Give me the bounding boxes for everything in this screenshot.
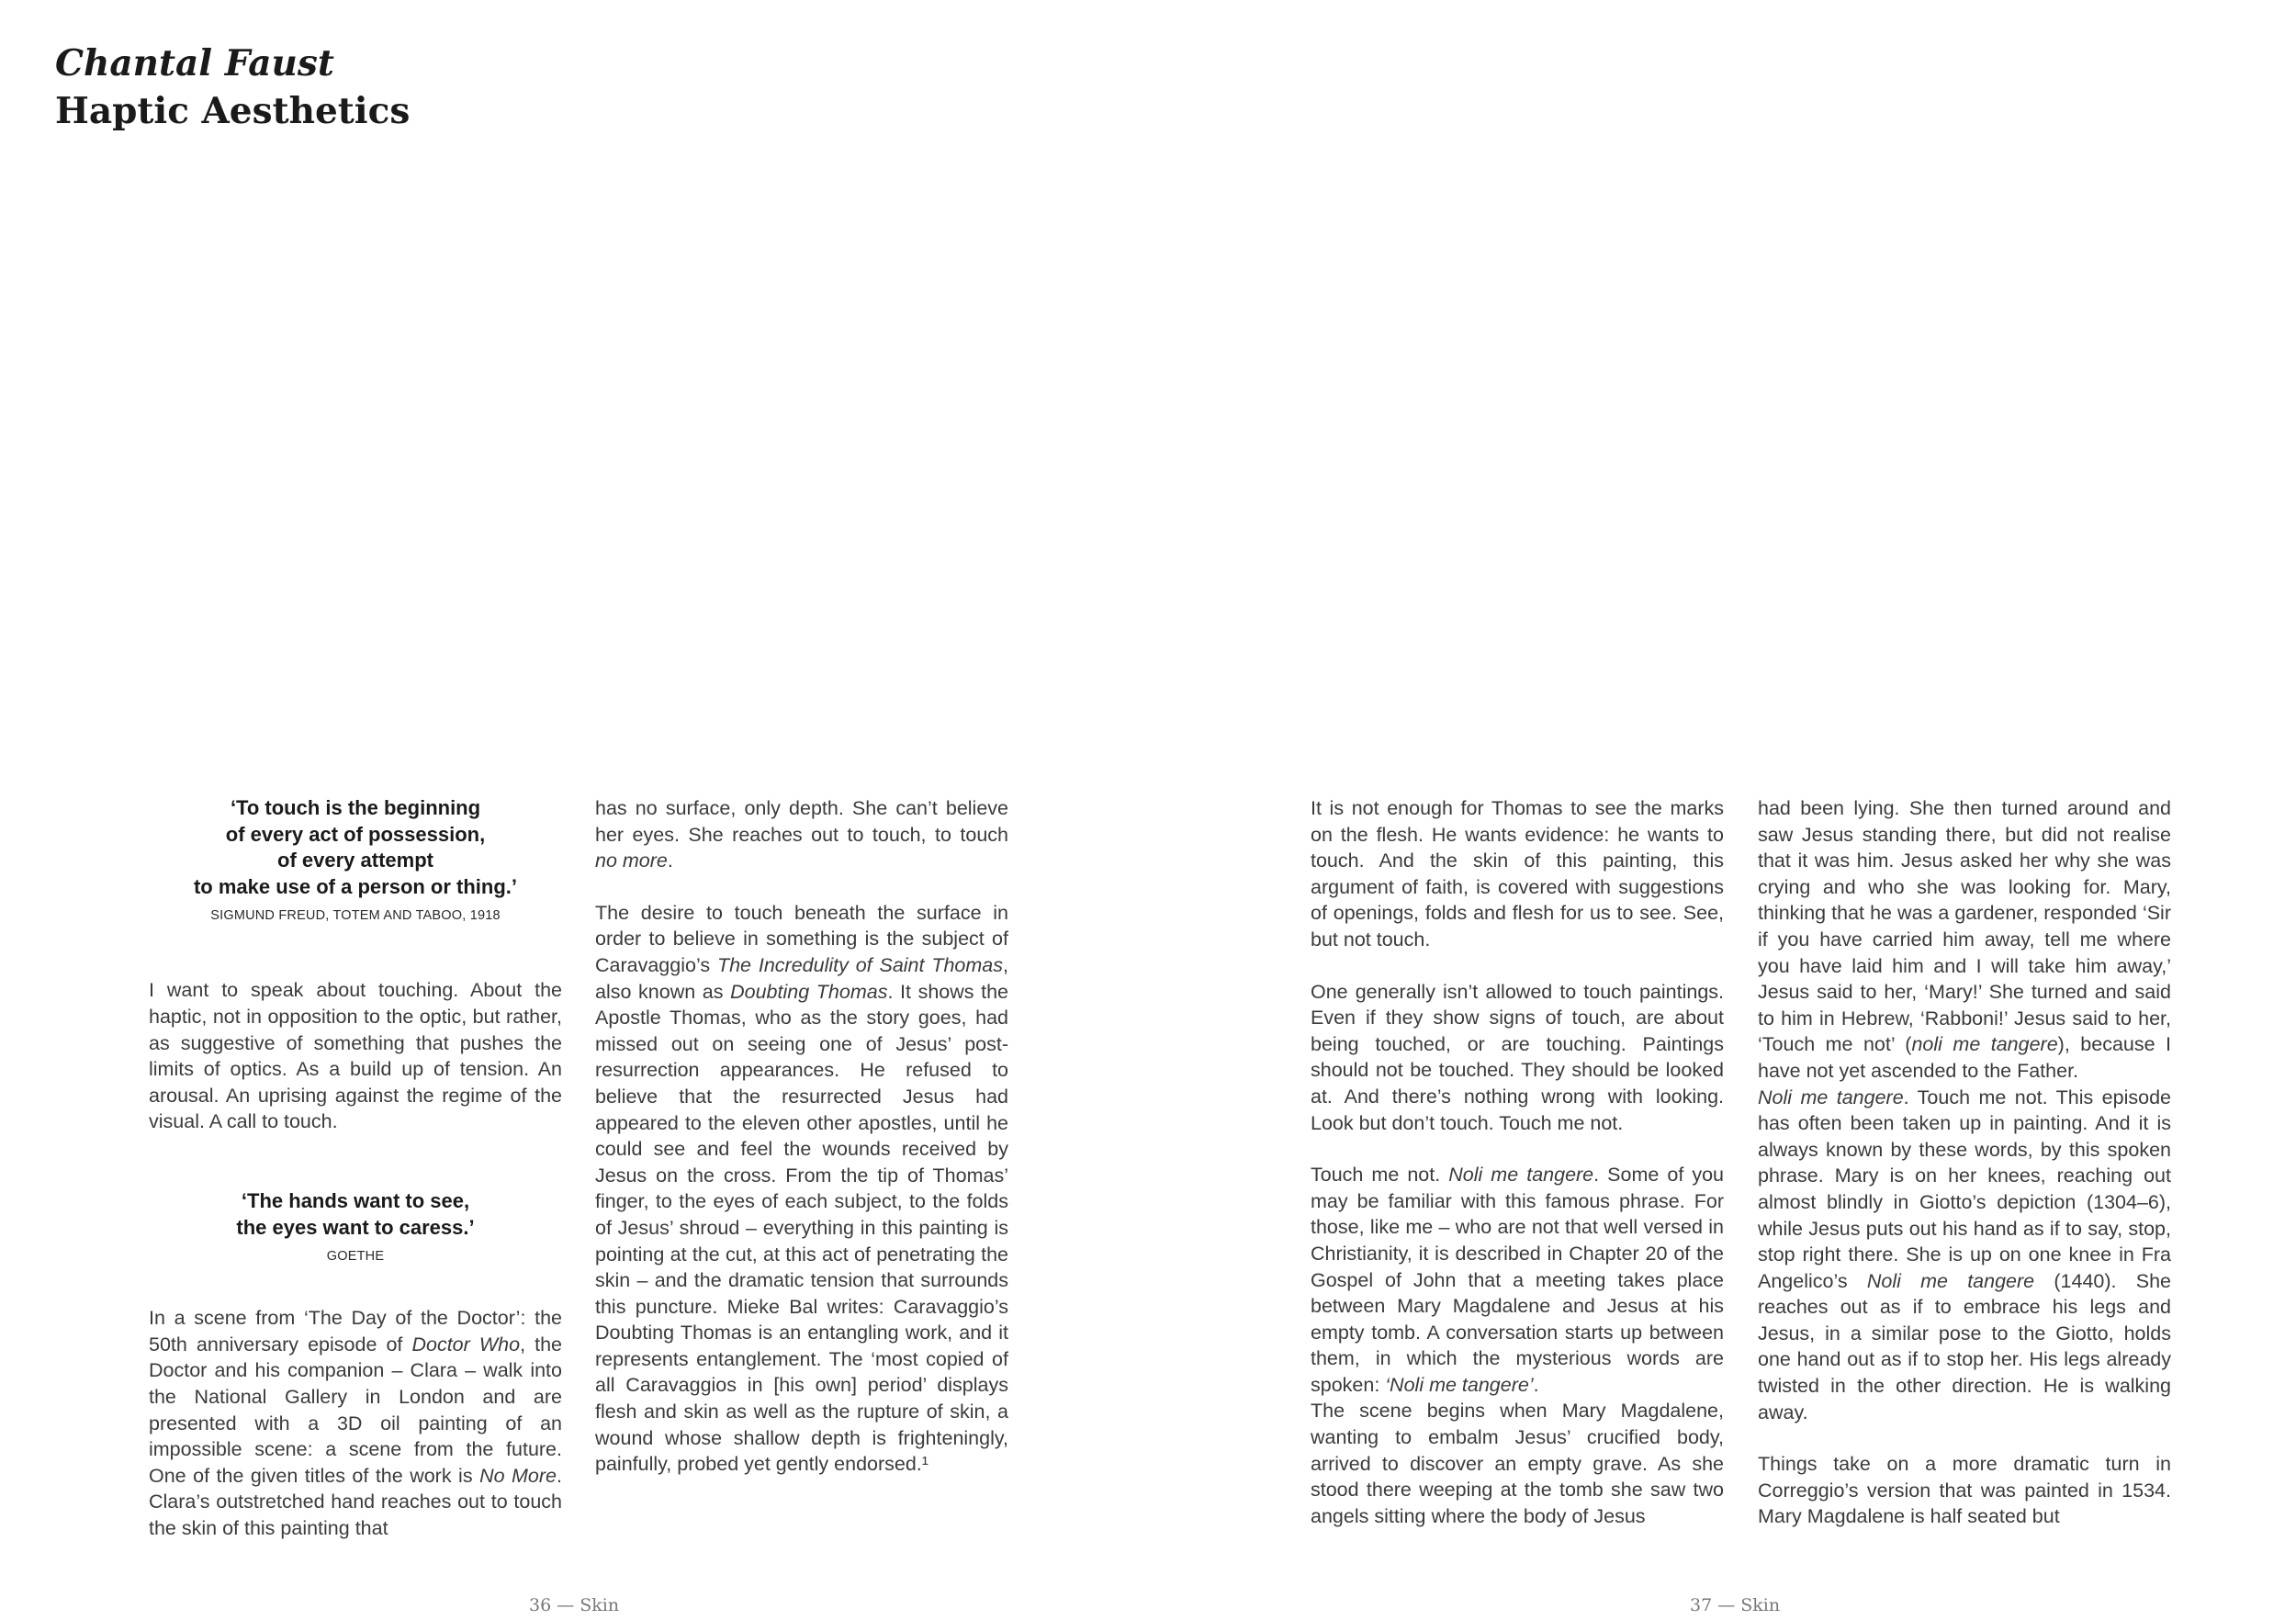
page-number-right: 37 — Skin (1690, 1595, 1781, 1615)
paragraph: One generally isn’t allowed to touch paintings. Even if they show signs of touch, are about being touched, or are touching. Paintings should not be touched. They should be looked at. And there’s nothing wrong with looking. Look but don’t touch. Touch me not. (1311, 980, 1724, 1134)
paragraph: The desire to touch beneath the surface in order to believe in something is the subject of Caravaggio’s The Incredulity of Saint Thomas, also known as Doubting Thomas. It shows the Apostle Thomas, who as the story goes, had missed out on seeing one of Jesus’ post-resurrection appearances. He refused to believe that the resurrected Jesus had appeared to the eleven other apostles, until he could see and feel the wounds received by Jesus on the cross. From the tip of Thomas’ finger, to the eyes of each subject, to the folds of Jesus’ shroud – everything in this painting is pointing at the cut, at this act of penetrating the skin – and the dramatic tension that surrounds this puncture. Mieke Bal writes: Caravaggio’s Doubting Thomas is an entangling work, and it represents entanglement. The ‘most copied of all Caravaggios in [his own] period’ displays flesh and skin as well as the rupture of skin, a wound whose shallow depth is frighteningly, painfully, probed yet gently endorsed.¹ (595, 901, 1009, 1476)
author-name: Chantal Faust (55, 42, 334, 84)
paragraph: had been lying. She then turned around and saw Jesus standing there, but did not realise that it was him. Jesus asked her why she was crying and who she was looking for. Mary, thinking that he was a gardener, responded ‘Sir if you have carried him away, tell me where you have laid him and I will take him away,’ Jesus said to her, ‘Mary!’ She turned and said to him in Hebrew, ‘Rabboni!’ Jesus said to her, ‘Touch me not’ (noli me tangere), because I have not yet ascended to the Father. (1758, 797, 2172, 1082)
epigraph-freud (149, 795, 562, 924)
epigraph-quote: ‘The hands want to see, the eyes want to caress.’ (236, 1188, 475, 1239)
paragraph: It is not enough for Thomas to see the marks on the flesh. He wants evidence: he wants to touch. And the skin of this painting, this argument of faith, is covered with suggestions of openings, folds and flesh for us to see. See, but not touch. (1311, 797, 1724, 951)
epigraph-quote: ‘To touch is the beginning of every act of possession, of every attempt to make use of a person or thing.’ (193, 796, 518, 898)
column-2 (595, 795, 1008, 1478)
paragraph: In a scene from ‘The Day of the Doctor’: the 50th anniversary episode of Doctor Who, the Doctor and his companion – Clara – walk into the National Gallery in London and are presented with a 3D oil painting of an impossible scene: a scene from the future. One of the given titles of the work is No More. Clara’s outstretched hand reaches out to touch the skin of this painting that (149, 1307, 562, 1539)
paragraph: I want to speak about touching. About the haptic, not in opposition to the optic, but rather, as suggestive of something that pushes the limits of optics. As a build up of tension. An arousal. An uprising against the regime of the visual. A call to touch. (149, 979, 562, 1133)
article-title: Haptic Aesthetics (55, 90, 411, 132)
epigraph-source: SIGMUND FREUD, TOTEM AND TABOO, 1918 (210, 908, 501, 924)
epigraph-source: GOETHE (326, 1249, 385, 1265)
paragraph: Noli me tangere. Touch me not. This episode has often been taken up in painting. And it is always known by these words, by this spoken phrase. Mary is on her knees, reaching out almost blindly in Giotto’s depiction (1304–6), while Jesus puts out his hand as if to say, stop, stop right there. She is up on one knee in Fra Angelico’s Noli me tangere (1440). She reaches out as if to embrace his legs and Jesus, in a similar pose to the Giotto, holds one hand out as if to stop her. His legs already twisted in the other direction. He is walking away. (1758, 1086, 2171, 1423)
paragraph: has no surface, only depth. She can’t believe her eyes. She reaches out to touch, to touch no more. (595, 797, 1008, 872)
column-1 (149, 795, 562, 1541)
page-number-left: 36 — Skin (529, 1595, 620, 1615)
paragraph: Things take on a more dramatic turn in Correggio’s version that was painted in 1534. Mary Magdalene is half seated but (1758, 1453, 2171, 1528)
epigraph-goethe (149, 1188, 562, 1265)
paragraph: The scene begins when Mary Magdalene, wanting to embalm Jesus’ crucified body, arrived to discover an empty grave. As she stood there weeping at the tomb she saw two angels sitting where the body of Jesus (1311, 1400, 1724, 1527)
column-4 (1758, 795, 2171, 1530)
column-3 (1311, 795, 1724, 1529)
paragraph: Touch me not. Noli me tangere. Some of you may be familiar with this famous phrase. For those, like me – who are not that well versed in Christianity, it is described in Chapter 20 of the Gospel of John that a meeting takes place between Mary Magdalene and Jesus at his empty tomb. A conversation starts up between them, in which the mysterious words are spoken: ‘Noli me tangere’. (1311, 1164, 1724, 1396)
